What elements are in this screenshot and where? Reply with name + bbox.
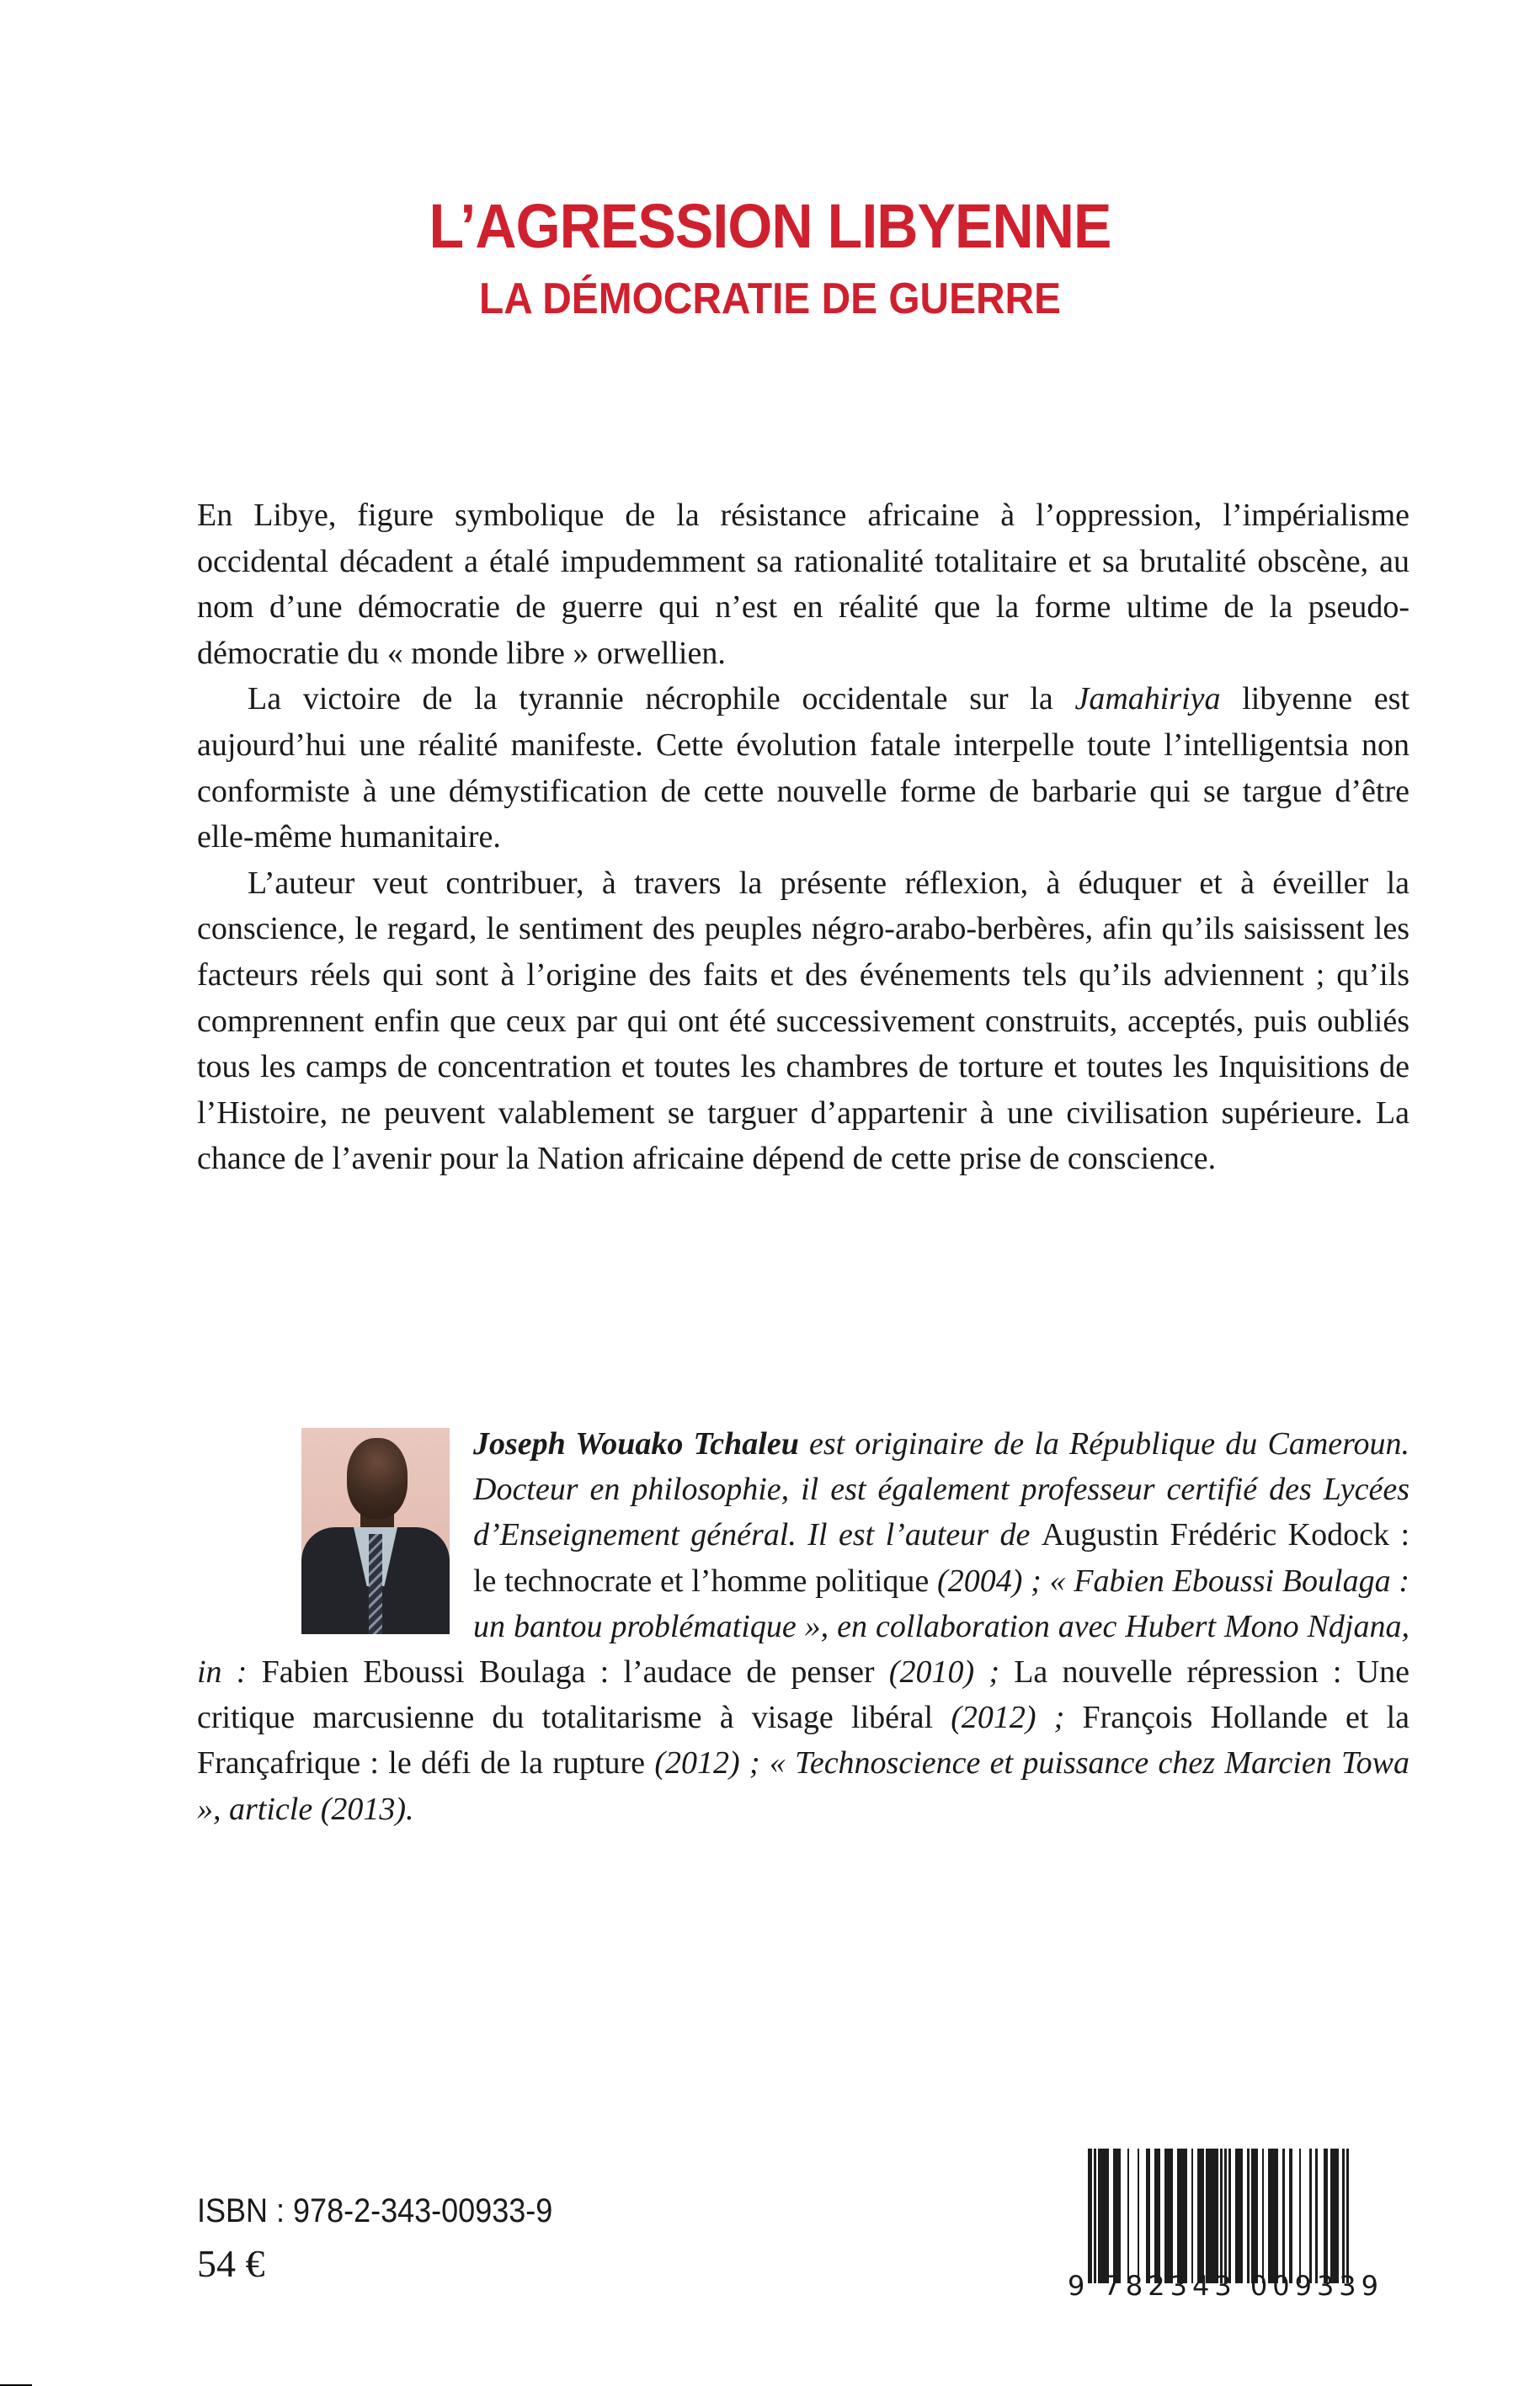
barcode-bar (1318, 2149, 1324, 2283)
barcode-bar (1301, 2149, 1309, 2283)
barcode-bar (1197, 2149, 1203, 2283)
barcode-bar (1330, 2149, 1339, 2283)
bio-seg-9: (2012) ; « Technoscience et puissance chez Marcien Towa », article (2013). (197, 1745, 1409, 1827)
bio-seg-8: François Hollande et la Françafrique : le défi de la rupture (197, 1700, 1410, 1782)
price-label: 54 € (197, 2242, 265, 2285)
barcode-bar (1206, 2149, 1218, 2283)
barcode-bar (1292, 2149, 1298, 2283)
photo-tie-shape (369, 1534, 382, 1634)
bio-seg-5: (2010) ; (888, 1654, 1015, 1691)
bio-seg-4: Fabien Eboussi Boulaga : l’audace de penser (261, 1654, 889, 1691)
barcode-bar (1235, 2149, 1244, 2283)
barcode-bar (1139, 2149, 1145, 2283)
bio-seg-3: (2004) ; « Fabien Eboussi Boulaga : un bantou problématique », en collaboration avec Hubert Mono Ndjana, in : (197, 1563, 1409, 1691)
barcode-bar (1098, 2149, 1108, 2283)
barcode-digits: 9 782343 009339 (1068, 2270, 1384, 2302)
barcode-bar (1121, 2149, 1127, 2283)
bio-seg-6: La nouvelle répression : Une critique marcusienne du totalitarisme à visage libéral (197, 1654, 1409, 1736)
blurb-p1-text: En Libye, figure symbolique de la résistance africaine à l’oppression, l’impérialisme occidental décadent a étalé impudemment sa rationalité totalitaire et sa brutalité obscène, au nom d’une démocratie de guerre qui n’est en réalité que la forme ultime de la pseudo-démocratie du « monde libre » orwellien. (197, 498, 1409, 671)
blurb-paragraph-2 (197, 676, 1409, 860)
book-subtitle: LA DÉMOCRATIE DE GUERRE (478, 274, 1062, 323)
blurb (197, 493, 1409, 1182)
isbn-barcode (1063, 2105, 1416, 2324)
barcode-bar (1177, 2149, 1187, 2283)
barcode-bar (1113, 2149, 1122, 2283)
blurb-paragraph-1 (197, 493, 1409, 676)
title-block (0, 189, 1540, 329)
author-photo (301, 1428, 450, 1634)
blurb-p2-text-a: La victoire de la tyrannie nécrophile occidentale sur la (248, 681, 1075, 717)
book-title: L’AGRESSION LIBYENNE (429, 191, 1111, 261)
bio-seg-7: (2012) ; (951, 1700, 1083, 1736)
author-bio (197, 1421, 1409, 1832)
blurb-p3-text: L’auteur veut contribuer, à travers la présente réflexion, à éduquer et à éveiller la conscience, le regard, le sentiment des peuples négro-arabo-berbères, afin qu’ils saisissent les facteurs réels qui sont à l’origine des faits et des événements tels qu’ils adviennent ; qu’ils comprennent enfin que ceux par qui ont été successivement construits, acceptés, puis oubliés tous les camps de concentration et toutes les chambres de torture et toutes les Inquisitions de l’Histoire, ne peuvent valablement se targuer d’appartenir à une civilisation supérieure. La chance de l’avenir pour la Nation africaine dépend de cette prise de conscience. (197, 865, 1409, 1177)
barcode-bar (1268, 2149, 1278, 2283)
bio-seg-1: est originaire de la République du Cameroun. Docteur en philosophie, il est également professeur certifié des Lycées d’Enseignement général. Il est l’auteur de (473, 1426, 1410, 1553)
barcode-bar (1154, 2149, 1160, 2283)
barcode-bar (1164, 2149, 1173, 2283)
author-name: Joseph Wouako Tchaleu (473, 1426, 799, 1462)
blurb-p2-italic-term: Jamahiriya (1074, 681, 1221, 717)
barcode-bar (1251, 2149, 1257, 2283)
barcode-bars (1088, 2149, 1349, 2283)
barcode-bar (1129, 2149, 1138, 2283)
blurb-paragraph-3 (197, 860, 1409, 1182)
isbn-label: ISBN : 978-2-343-00933-9 (197, 2192, 553, 2229)
bio-seg-2: Augustin Frédéric Kodock : le technocrate et l’homme politique (473, 1517, 1409, 1599)
blurb-p2-text-b: libyenne est aujourd’hui une réalité manifeste. Cette évolution fatale interpelle toute l’intelligentsia non conformiste à une démystification de cette nouvelle forme de barbarie qui se targue d’être elle-même humanitaire. (197, 681, 1410, 855)
barcode-bar (1346, 2149, 1348, 2283)
photo-head-shape (347, 1438, 408, 1519)
